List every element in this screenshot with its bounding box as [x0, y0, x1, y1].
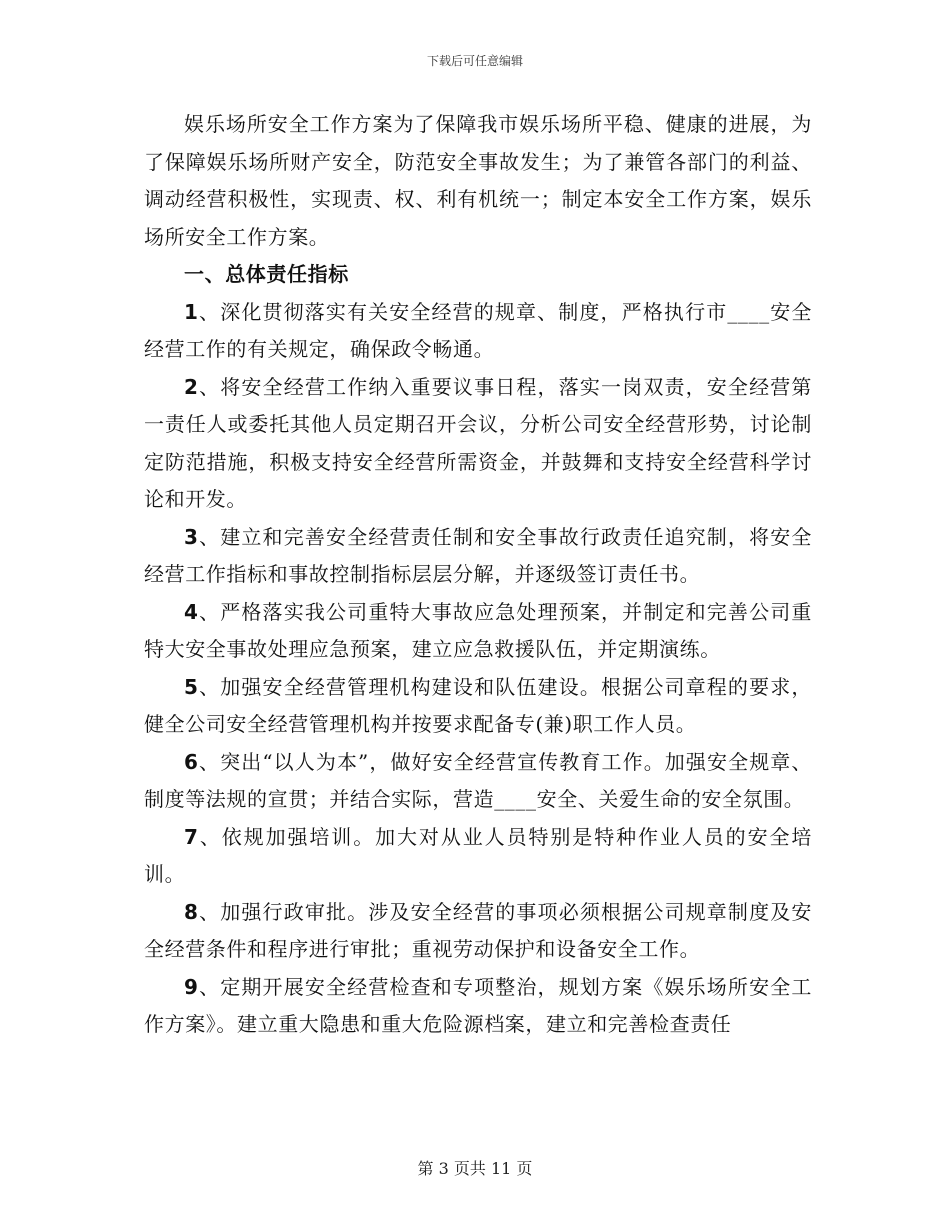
item-text: 、突出“以人为本”，做好安全经营宣传教育工作。加强安全规章、制度等法规的宣贯；并结合实际，营造____安全、关爱生命的安全氛围。 [144, 749, 812, 811]
item-number: 6 [184, 749, 199, 774]
item-text: 、严格落实我公司重特大事故应急处理预案，并制定和完善公司重特大安全事故处理应急预案，建立应急救援队伍，并定期演练。 [144, 599, 812, 661]
item-text: 、定期开展安全经营检查和专项整治，规划方案《娱乐场所安全工作方案》。建立重大隐患和重大危险源档案，建立和完善检查责任 [144, 974, 812, 1036]
item-number: 2 [184, 374, 199, 399]
item-number: 1 [184, 299, 199, 324]
list-item [144, 969, 812, 1044]
item-number: 5 [184, 674, 199, 699]
item-text: 、建立和完善安全经营责任制和安全事故行政责任追究制，将安全经营工作指标和事故控制指标层层分解，并逐级签订责任书。 [144, 524, 812, 586]
intro-paragraph: 娱乐场所安全工作方案为了保障我市娱乐场所平稳、健康的进展，为了保障娱乐场所财产安全，防范安全事故发生；为了兼管各部门的利益、调动经营积极性，实现责、权、利有机统一；制定本安全工作方案，娱乐场所安全工作方案。 [144, 112, 812, 249]
list-item [144, 519, 812, 594]
list-item [144, 294, 812, 369]
item-number: 8 [184, 899, 199, 924]
list-item [144, 744, 812, 819]
item-text: 、依规加强培训。加大对从业人员特别是特种作业人员的安全培训。 [144, 824, 812, 886]
list-item [144, 669, 812, 744]
list-item [144, 369, 812, 519]
document-body [144, 106, 812, 1044]
item-text: 、加强安全经营管理机构建设和队伍建设。根据公司章程的要求，健全公司安全经营管理机构并按要求配备专(兼)职工作人员。 [144, 674, 812, 736]
item-number: 7 [184, 824, 199, 849]
item-number: 9 [184, 974, 199, 999]
list-item [144, 819, 812, 894]
section-heading: 一、总体责任指标 [184, 262, 349, 286]
item-number: 3 [184, 524, 199, 549]
item-text: 、将安全经营工作纳入重要议事日程，落实一岗双责，安全经营第一责任人或委托其他人员定期召开会议，分析公司安全经营形势，讨论制定防范措施，积极支持安全经营所需资金，并鼓舞和支持安全经营科学讨论和开发。 [144, 374, 812, 511]
item-number: 4 [184, 599, 199, 624]
item-text: 、加强行政审批。涉及安全经营的事项必须根据公司规章制度及安全经营条件和程序进行审批；重视劳动保护和设备安全工作。 [144, 899, 812, 961]
item-text: 、深化贯彻落实有关安全经营的规章、制度，严格执行市____安全经营工作的有关规定，确保政令畅通。 [144, 299, 812, 361]
page-header-note: 下载后可任意编辑 [426, 54, 523, 68]
page-number: 第 3 页共 11 页 [417, 1159, 533, 1178]
list-item [144, 894, 812, 969]
list-item [144, 594, 812, 669]
